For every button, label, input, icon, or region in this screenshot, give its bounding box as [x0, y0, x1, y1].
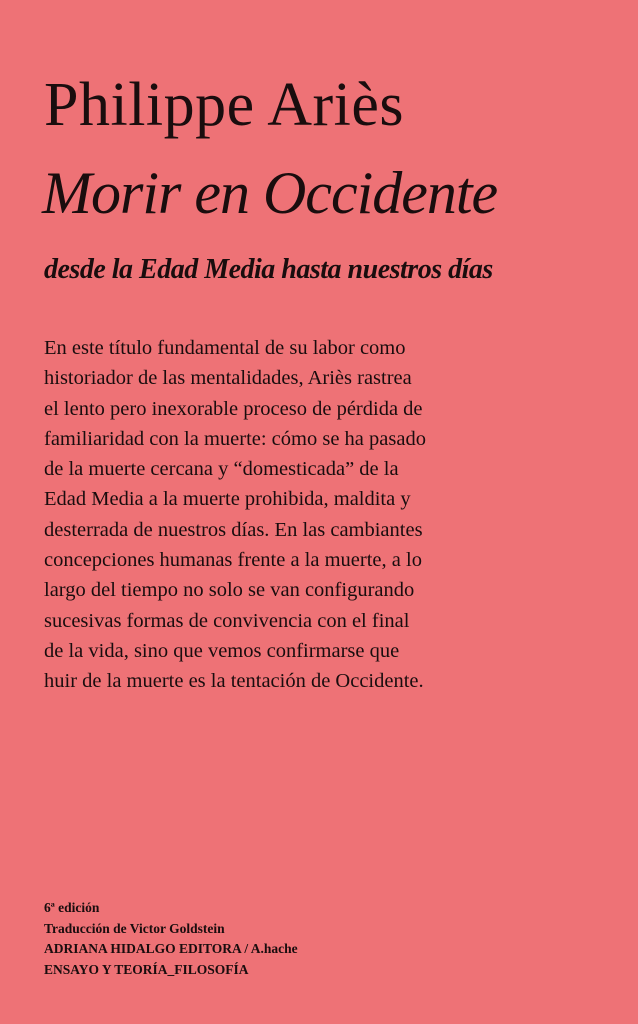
blurb-line: familiaridad con la muerte: cómo se ha pasado: [44, 427, 426, 450]
blurb-line: de la muerte cercana y “domesticada” de la: [44, 458, 399, 481]
author-name: Philippe Ariès: [44, 71, 405, 139]
translator: Traducción de Victor Goldstein: [44, 920, 225, 936]
blurb-line: de la vida, sino que vemos confirmarse que: [44, 639, 400, 662]
blurb-line: historiador de las mentalidades, Ariès rastrea: [44, 367, 412, 390]
blurb-line: sucesivas formas de convivencia con el final: [44, 609, 410, 632]
blurb-line: Edad Media a la muerte prohibida, maldita y: [44, 488, 411, 511]
book-subtitle: desde la Edad Media hasta nuestros días: [44, 254, 493, 285]
blurb-line: desterrada de nuestros días. En las cambiantes: [44, 518, 423, 541]
blurb-line: el lento pero inexorable proceso de pérdida de: [44, 397, 423, 420]
book-title: Morir en Occidente: [42, 160, 498, 226]
blurb-line: largo del tiempo no solo se van configurando: [44, 579, 415, 602]
edition: 6ª edición: [44, 900, 100, 915]
blurb-line: huir de la muerte es la tentación de Occidente.: [44, 670, 424, 693]
publisher: ADRIANA HIDALGO EDITORA / A.hache: [44, 941, 298, 956]
blurb-line: En este título fundamental de su labor como: [44, 337, 406, 359]
credits: [44, 898, 298, 980]
collection: ENSAYO Y TEORÍA_FILOSOFÍA: [44, 961, 249, 977]
blurb-line: concepciones humanas frente a la muerte, a lo: [44, 549, 422, 572]
blurb: [44, 333, 426, 697]
